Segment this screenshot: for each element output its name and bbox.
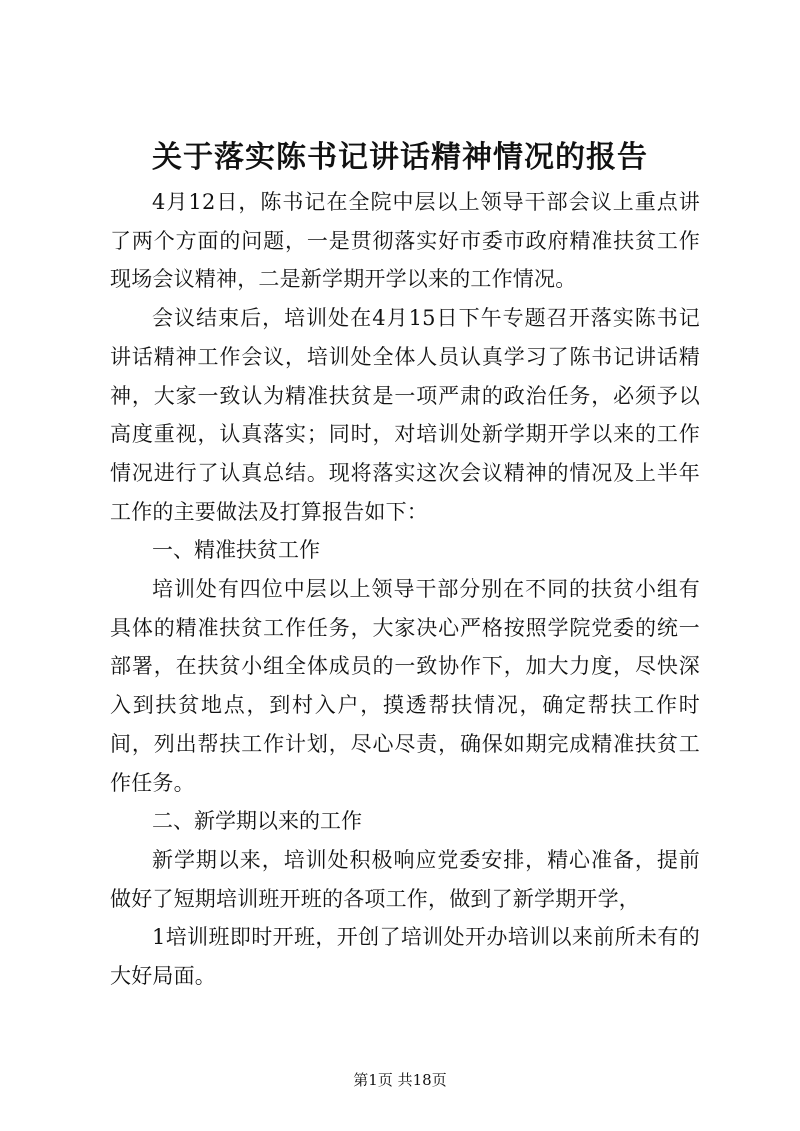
page-number-footer: 第1页 共18页: [353, 1071, 447, 1089]
paragraph-new-semester: 新学期以来，培训处积极响应党委安排，精心准备，提前做好了短期培训班开班的各项工作，做到了新学期开学，: [110, 847, 700, 911]
document-body: [110, 183, 700, 996]
paragraph-training-class: 1培训班即时开班，开创了培训处开办培训以来前所未有的大好局面。: [110, 925, 700, 989]
document-title: 关于落实陈书记讲话精神情况的报告: [152, 140, 648, 175]
section-heading-poverty-alleviation: 一、精准扶贫工作: [152, 538, 320, 563]
section-heading-new-semester: 二、新学期以来的工作: [152, 809, 362, 834]
paragraph-meeting-summary: 4月12日，陈书记在全院中层以上领导干部会议上重点讲了两个方面的问题，一是贯彻落实好市委市政府精准扶贫工作现场会议精神，二是新学期开学以来的工作情况。: [110, 190, 700, 292]
paragraph-poverty-alleviation: 培训处有四位中层以上领导干部分别在不同的扶贫小组有具体的精准扶贫工作任务，大家决心严格按照学院党委的统一部署，在扶贫小组全体成员的一致协作下，加大力度，尽快深入到扶贫地点，到村入户，摸透帮扶情况，确定帮扶工作时间，列出帮扶工作计划，尽心尽责，确保如期完成精准扶贫工作任务。: [110, 577, 700, 795]
paragraph-follow-up-meeting: 会议结束后，培训处在4月15日下午专题召开落实陈书记讲话精神工作会议，培训处全体人员认真学习了陈书记讲话精神，大家一致认为精准扶贫是一项严肃的政治任务，必须予以高度重视，认真落实；同时，对培训处新学期开学以来的工作情况进行了认真总结。现将落实这次会议精神的情况及上半年工作的主要做法及打算报告如下：: [110, 306, 700, 524]
